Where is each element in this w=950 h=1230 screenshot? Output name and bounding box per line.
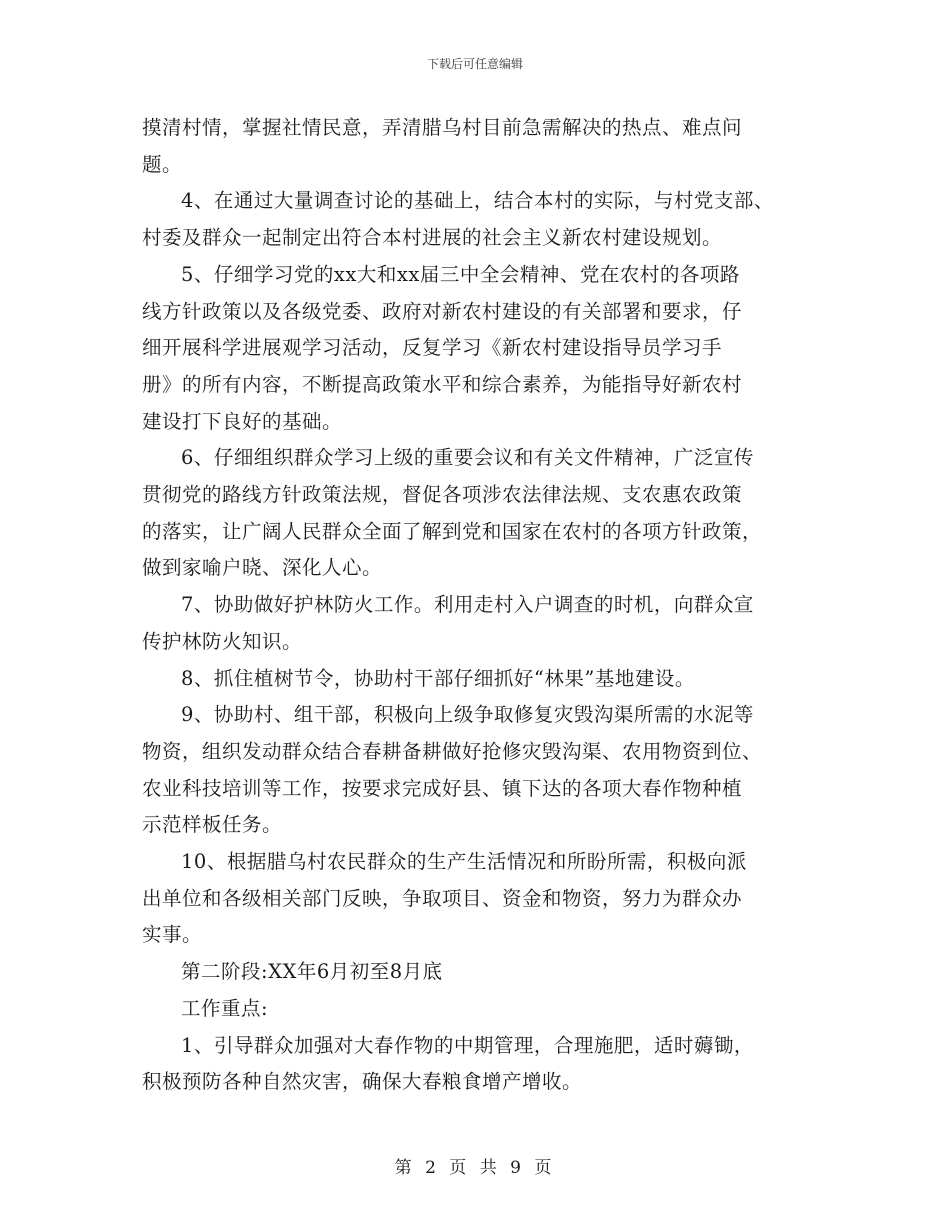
paragraph-line: 6、仔细组织群众学习上级的重要会议和有关文件精神，广泛宣传 <box>181 446 754 470</box>
paragraph-line: 工作重点: <box>181 996 269 1020</box>
paragraph <box>142 1028 826 1101</box>
paragraph-line: 10、根据腊乌村农民群众的生产生活情况和所盼所需，积极向派 <box>181 850 747 874</box>
paragraph <box>142 257 826 441</box>
paragraph-line: 4、在通过大量调查讨论的基础上，结合本村的实际，与村党支部、 <box>181 189 774 213</box>
paragraph-line: 5、仔细学习党的xx大和xx届三中全会精神、党在农村的各项路 <box>181 262 740 286</box>
paragraph <box>142 440 826 587</box>
paragraph-line: 实事。 <box>142 923 203 947</box>
page-header: 下载后可任意编辑 <box>426 57 523 71</box>
document-body <box>142 110 826 1101</box>
paragraph-line: 8、抓住植树节令，协助村干部仔细抓好“林果”基地建设。 <box>181 666 695 690</box>
paragraph <box>142 110 826 183</box>
paragraph <box>142 991 826 1028</box>
paragraph-line: 村委及群众一起制定出符合本村进展的社会主义新农村建设规划。 <box>142 226 723 250</box>
paragraph-line: 物资，组织发动群众结合春耕备耕做好抢修灾毁沟渠、农用物资到位、 <box>142 739 763 763</box>
paragraph-line: 贯彻党的路线方针政策法规，督促各项涉农法律法规、支农惠农政策 <box>142 483 743 507</box>
paragraph-line: 的落实，让广阔人民群众全面了解到党和国家在农村的各项方针政策， <box>142 519 763 543</box>
paragraph <box>142 954 826 991</box>
paragraph-line: 册》的所有内容，不断提高政策水平和综合素养，为能指导好新农村 <box>142 372 743 396</box>
paragraph <box>142 844 826 954</box>
paragraph-line: 做到家喻户晓、深化人心。 <box>142 556 383 580</box>
paragraph-line: 细开展科学进展观学习活动，反复学习《新农村建设指导员学习手 <box>142 336 723 360</box>
paragraph-line: 摸清村情，掌握社情民意，弄清腊乌村目前急需解决的热点、难点问 <box>142 116 743 139</box>
paragraph-line: 积极预防各种自然灾害，确保大春粮食增产增收。 <box>142 1070 583 1094</box>
paragraph-line: 题。 <box>142 152 183 176</box>
paragraph-line: 出单位和各级相关部门反映，争取项目、资金和物资，努力为群众办 <box>142 886 743 910</box>
paragraph-line: 示范样板任务。 <box>142 813 283 837</box>
paragraph-line: 传护林防火知识。 <box>142 629 303 653</box>
paragraph-line: 7、协助做好护林防火工作。利用走村入户调查的时机，向群众宣 <box>181 593 754 617</box>
page-number-footer: 第 2 页 共 9 页 <box>394 1158 556 1178</box>
paragraph <box>142 183 826 256</box>
paragraph <box>142 587 826 660</box>
paragraph-line: 第二阶段:XX年6月初至8月底 <box>181 960 443 984</box>
paragraph-line: 9、协助村、组干部，积极向上级争取修复灾毁沟渠所需的水泥等 <box>181 703 754 727</box>
paragraph-line: 1、引导群众加强对大春作物的中期管理，合理施肥，适时薅锄， <box>181 1033 754 1057</box>
paragraph <box>142 697 826 844</box>
paragraph-line: 线方针政策以及各级党委、政府对新农村建设的有关部署和要求，仔 <box>142 299 743 323</box>
paragraph-line: 农业科技培训等工作，按要求完成好县、镇下达的各项大春作物种植 <box>142 776 743 800</box>
paragraph <box>142 661 826 698</box>
paragraph-line: 建设打下良好的基础。 <box>142 409 343 433</box>
